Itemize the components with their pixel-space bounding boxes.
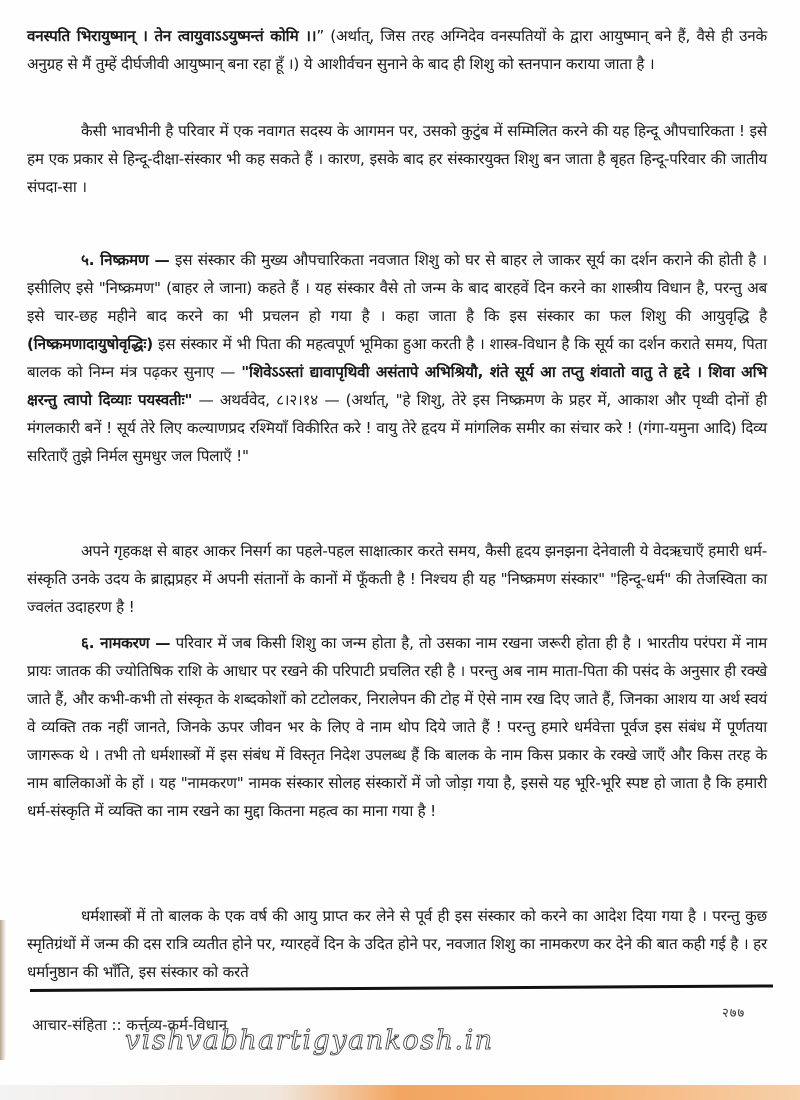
body-text (27, 117, 767, 201)
text-run: परिवार में जब किसी शिशु का जन्म होता है, तो उसका नाम रखना जरूरी होता ही है । भारतीय परंपरा में नाम प्रायः जातक की ज्योतिषिक राशि के आधार पर रखने की परिपाटी प्रचलित रही है । परन्तु अब नाम माता-पिता की पसंद के अनुसार ही रक्खे जाते हैं, और कभी-कभी तो संस्कृत के शब्दकोशों को टटोलकर, निरालेपन की टोह में ऐसे नाम रख दिए जाते हैं, जिनका आशय या अर्थ स्वयं वे व्यक्ति तक नहीं जानते, जिनके ऊपर जीवन भर के लिए वे नाम थोप दिये जाते हैं ! परन्तु हमारे धर्मवेत्ता पूर्वज इस संबंध में पूर्णतया जागरूक थे । तभी तो धर्मशास्त्रों में इस संबंध में विस्तृत निदेश उपलब्ध हैं कि बालक के नाम किस प्रकार के रक्खे जाएँ और किस तरह के नाम बालिकाओं के हों । यह "नामकरण" नामक संस्कार सोलह संस्कारों में जो जोड़ा गया है, इससे यह भूरि-भूरि स्पष्ट हो जाता है कि हमारी धर्म-संस्कृति में व्यक्ति का नाम रखने का मुद्दा कितना महत्व का माना गया है ! (27, 634, 767, 820)
body-text (27, 629, 767, 825)
page-number: २७७ (722, 1006, 746, 1021)
page-bottom-edge (0, 1085, 800, 1100)
text-run: इस संस्कार की मुख्य औपचारिकता नवजात शिशु को घर से बाहर ले जाकर सूर्य का दर्शन कराने की होती है । इसीलिए इसे "निष्क्रमण" (बाहर ले जाना) कहते हैं । यह संस्कार वैसे तो जन्म के बाद बारहवें दिन करने का शास्त्रीय विधान है, परन्तु अब इसे चार-छह महीने बाद करने का भी प्रचलन हो गया है । कहा जाता है कि इस संस्कार का फल शिशु की आयुवृद्धि है (27, 251, 767, 325)
emphasized-text: "शिवेऽऽस्तां द्यावापृथिवी असंतापे अभिश्रियौ, शंते सूर्य आ तप्तु शंवातो वातु ते हृदे । शिवा अभि क्षरन्तु त्वापो दिव्याः पयस्वतीः" (27, 363, 767, 409)
body-text (27, 902, 767, 986)
emphasized-text: ६. नामकरण — (81, 634, 171, 652)
emphasized-text: वनस्पति भिरायुष्मान् । तेन त्वायुवाऽऽयुष्मन्तं कोमि ।। (27, 27, 317, 45)
body-text (27, 22, 767, 78)
paragraph (27, 22, 767, 78)
text-run: इस संस्कार में भी पिता की महत्वपूर्ण भूमिका हुआ करती है । शास्त्र-विधान है कि सूर्य का दर्शन कराते समय, पिता बालक को निम्न मंत्र पढ़कर सुनाए — (27, 335, 767, 381)
emphasized-text: (निष्क्रमणादायुषोवृद्धिः) (27, 335, 153, 353)
text-run: धर्मशास्त्रों में तो बालक के एक वर्ष की आयु प्राप्त कर लेने से पूर्व ही इस संस्कार को करने का आदेश दिया गया है । परन्तु कुछ स्मृतिग्रंथों में जन्म की दस रात्रि व्यतीत होने पर, ग्यारहवें दिन के उदित होने पर, नवजात शिशु का नामकरण कर देने की बात कही गई है । हर धर्मानुष्ठान की भाँति, इस संस्कार को करते (27, 907, 767, 981)
text-run: ” (अर्थात्, जिस तरह अग्निदेव वनस्पतियों के द्वारा आयुष्मान् बने हैं, वैसे ही उनके अनुग्रह से मैं तुम्हें दीर्घजीवी आयुष्मान् बना रहा हूँ ।) ये आशीर्वचन सुनाने के बाद ही शिशु को स्तनपान कराया जाता है । (27, 27, 767, 73)
paragraph (27, 117, 767, 201)
watermark: vishvabhartigyankosh.in (125, 1025, 494, 1056)
text-run: — अथर्ववेद, ८।२।१४ — (अर्थात्, "हे शिशु, तेरे इस निष्क्रमण के प्रहर में, आकाश और पृथ्वी दोनों ही मंगलकारी बनें ! सूर्य तेरे लिए कल्याणप्रद रश्मियाँ विकीरित करे ! वायु तेरे हृदय में मांगलिक समीर का संचार करे ! (गंगा-यमुना आदि) दिव्य सरिताएँ तुझे निर्मल सुमधुर जल पिलाएँ !" (27, 391, 767, 465)
section-nishkraman (27, 246, 767, 470)
body-text (27, 246, 767, 470)
running-title: आचार-संहिता :: कर्त्तव्य-कर्म-विधान (32, 1016, 228, 1034)
paragraph (27, 902, 767, 986)
section-namkaran (27, 629, 767, 825)
body-text (27, 537, 767, 621)
emphasized-text: ५. निष्क्रमण — (81, 251, 170, 269)
page-binding-shadow (0, 920, 6, 1060)
text-run: अपने गृहकक्ष से बाहर आकर निसर्ग का पहले-पहल साक्षात्कार करते समय, कैसी हृदय झनझना देनेवाली ये वेदऋचाएँ हमारी धर्म-संस्कृति उनके उदय के ब्राह्मप्रहर में अपनी संतानों के कानों में फूँकती है ! निश्चय ही यह "निष्क्रमण संस्कार" "हिन्दू-धर्म" की तेजस्विता का ज्वलंत उदाहरण है ! (27, 542, 767, 616)
text-run: कैसी भावभीनी है परिवार में एक नवागत सदस्य के आगमन पर, उसको कुटुंब में सम्मिलित करने की यह हिन्दू औपचारिकता ! इसे हम एक प्रकार से हिन्दू-दीक्षा-संस्कार भी कह सकते हैं । कारण, इसके बाद हर संस्कारयुक्त शिशु बन जाता है बृहत हिन्दू-परिवार की जातीय संपदा-सा । (27, 122, 767, 196)
paragraph (27, 537, 767, 621)
